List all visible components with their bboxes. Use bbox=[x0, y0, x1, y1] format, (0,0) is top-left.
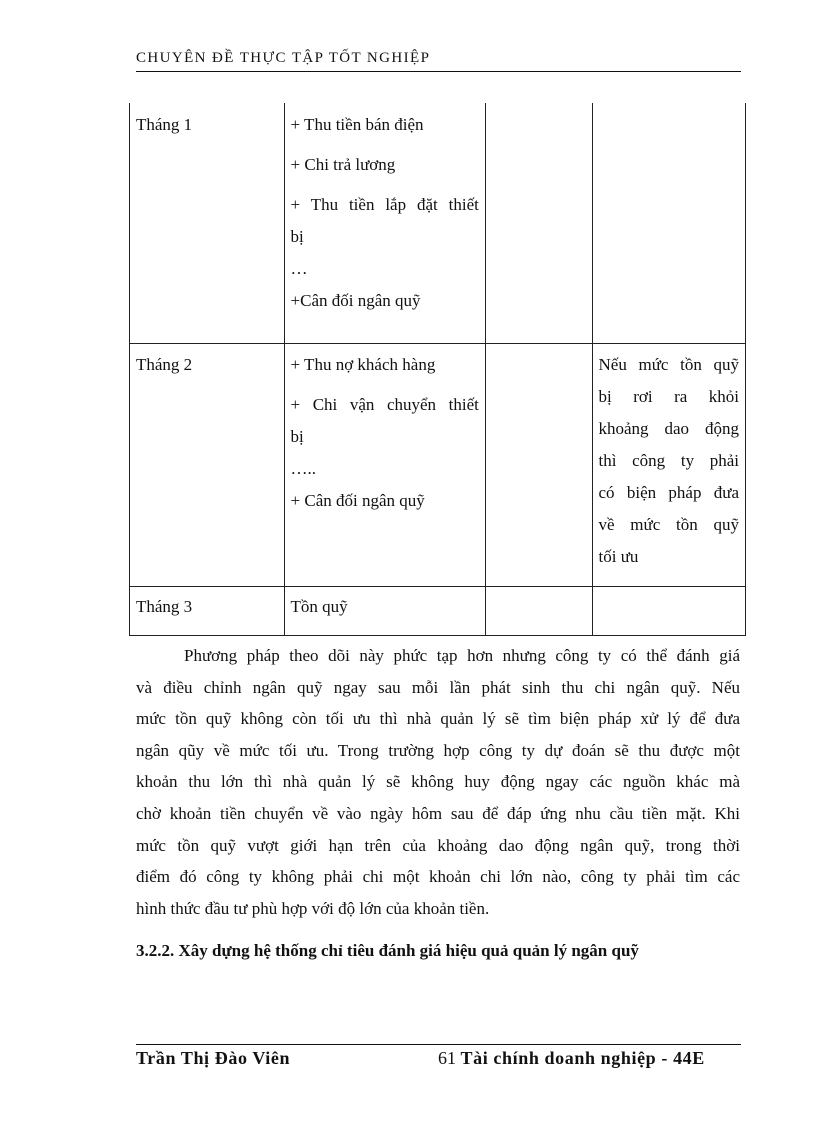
list-item: Tồn quỹ bbox=[290, 596, 348, 616]
table-row bbox=[130, 343, 746, 586]
paragraph-line: chờ khoản tiền chuyển về vào ngày hôm sau để đáp ứng nhu cầu tiền mặt. Khi bbox=[136, 803, 740, 823]
table-row bbox=[130, 103, 746, 343]
paragraph-line: và điều chỉnh ngân quỹ ngay sau mỗi lần phát sinh thu chi ngân quỹ. Nếu bbox=[136, 677, 740, 697]
paragraph-line: mức tồn quỹ không còn tối ưu thì nhà quản lý sẽ tìm biện pháp xử lý để đưa bbox=[136, 709, 740, 729]
paragraph-line: điểm đó công ty không phải chi một khoản chi lớn nào, công ty phải tìm các bbox=[136, 867, 740, 887]
period-cell: Tháng 3 bbox=[130, 586, 285, 635]
empty-cell bbox=[592, 103, 745, 343]
page-number: 61 bbox=[438, 1048, 456, 1068]
header-rule bbox=[136, 71, 741, 72]
list-item: + Chi trả lương bbox=[290, 155, 396, 174]
list-item: … bbox=[290, 259, 308, 278]
note-line: khoảng dao động bbox=[598, 418, 739, 438]
body-paragraph bbox=[136, 640, 740, 924]
footer-author: Trần Thị Đào Viên bbox=[136, 1048, 291, 1068]
list-item: bị bbox=[290, 426, 304, 446]
list-item: bị bbox=[290, 227, 304, 246]
items-cell bbox=[284, 586, 485, 635]
list-item: + Thu tiền bán điện bbox=[290, 115, 424, 134]
empty-cell bbox=[485, 343, 592, 586]
note-line: Nếu mức tồn quỹ bbox=[598, 354, 739, 374]
paragraph-line: hình thức đầu tư phù hợp với độ lớn của khoản tiền. bbox=[136, 898, 490, 918]
period-cell: Tháng 2 bbox=[130, 343, 285, 586]
footer-rule bbox=[136, 1044, 741, 1045]
footer-right bbox=[438, 1048, 705, 1069]
note-line: bị rơi ra khỏi bbox=[598, 386, 739, 406]
cash-plan-table bbox=[129, 103, 746, 636]
list-item: + Cân đối ngân quỹ bbox=[290, 490, 425, 510]
paragraph-line: ngân qũy về mức tối ưu. Trong trường hợp công ty dự đoán sẽ thu được một bbox=[136, 740, 740, 760]
running-header: CHUYÊN ĐỀ THỰC TẬP TỐT NGHIỆP bbox=[136, 50, 431, 66]
empty-cell bbox=[592, 586, 745, 635]
period-cell: Tháng 1 bbox=[130, 103, 285, 343]
items-cell bbox=[284, 343, 485, 586]
note-line: về mức tồn quỹ bbox=[598, 514, 739, 534]
list-item: +Cân đối ngân quỹ bbox=[290, 291, 421, 310]
list-item: + Thu tiền lắp đặt thiết bbox=[290, 195, 479, 214]
items-cell bbox=[284, 103, 485, 343]
list-item: + Chi vận chuyển thiết bbox=[290, 394, 479, 414]
footer-course: Tài chính doanh nghiệp - 44E bbox=[460, 1048, 705, 1068]
note-cell bbox=[592, 343, 745, 586]
list-item: + Thu nợ khách hàng bbox=[290, 354, 436, 374]
note-line: có biện pháp đưa bbox=[598, 482, 739, 502]
list-item: ….. bbox=[290, 458, 317, 478]
paragraph-line: khoản thu lớn thì nhà quản lý sẽ không huy động ngay các nguồn khác mà bbox=[136, 772, 740, 792]
table-row bbox=[130, 586, 746, 635]
paragraph-line: Phương pháp theo dõi này phức tạp hơn nhưng công ty có thể đánh giá bbox=[184, 646, 740, 665]
empty-cell bbox=[485, 103, 592, 343]
section-heading: 3.2.2. Xây dựng hệ thống chỉ tiêu đánh giá hiệu quả quản lý ngân quỹ bbox=[136, 941, 639, 960]
paragraph-line: mức tồn quỹ vượt giới hạn trên của khoảng dao động ngân quỹ, trong thời bbox=[136, 835, 740, 855]
note-line: tối ưu bbox=[598, 546, 639, 566]
empty-cell bbox=[485, 586, 592, 635]
note-line: thì công ty phải bbox=[598, 450, 739, 470]
